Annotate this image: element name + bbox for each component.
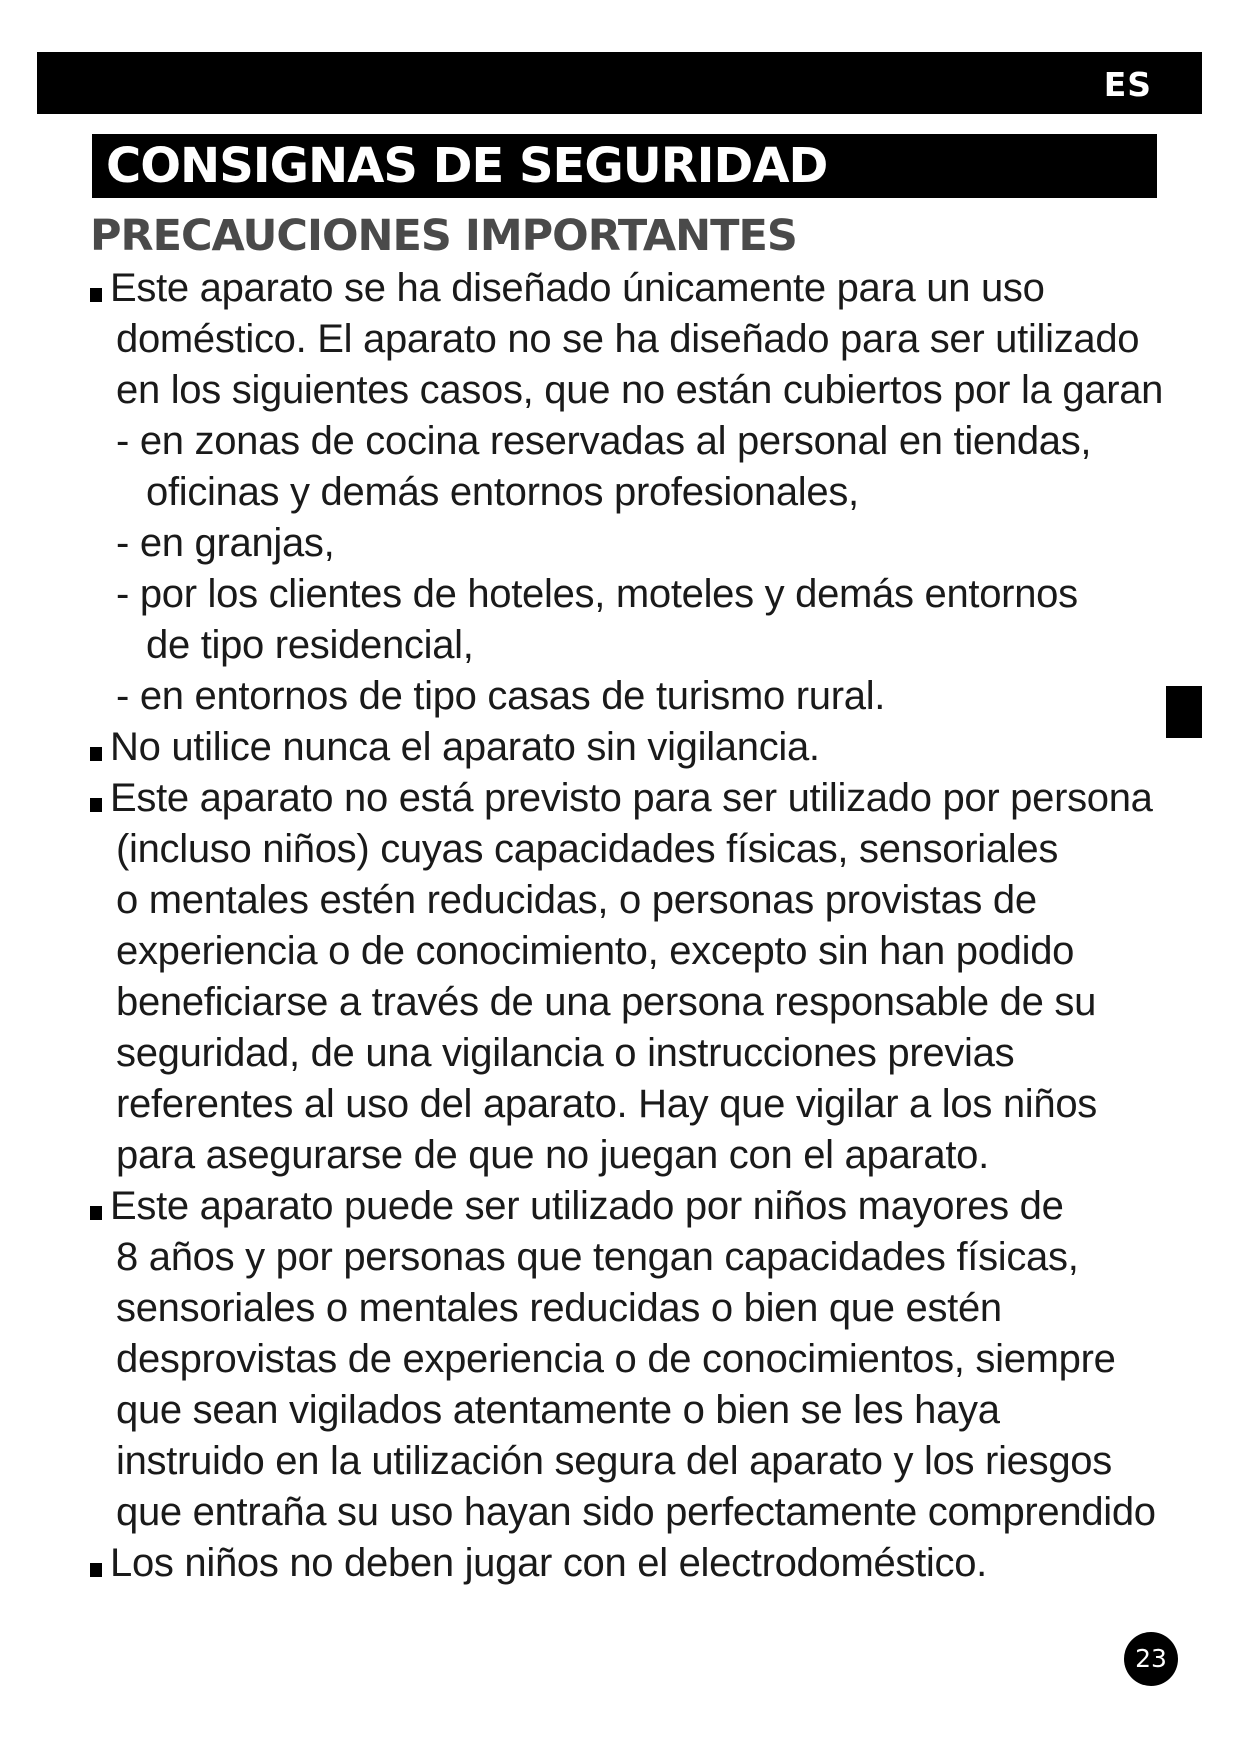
text-line: que entraña su uso hayan sido perfectamente comprendido	[116, 1490, 1156, 1534]
safety-instructions	[90, 263, 1202, 1589]
bullet-square-icon	[90, 288, 102, 302]
text-line: en los siguientes casos, que no están cubiertos por la garan	[116, 368, 1164, 412]
section-edge-tab	[1166, 686, 1202, 738]
bullet-line: No utilice nunca el aparato sin vigilancia.	[90, 722, 1202, 773]
text-line: o mentales estén reducidas, o personas provistas de	[116, 878, 1037, 922]
text-line: instruido en la utilización segura del aparato y los riesgos	[116, 1439, 1112, 1483]
bullet-square-icon	[90, 798, 102, 812]
bullet-line: Este aparato se ha diseñado únicamente para un uso	[90, 263, 1202, 314]
text-line: experiencia o de conocimiento, excepto sin han podido	[116, 929, 1075, 973]
text-line: referentes al uso del aparato. Hay que vigilar a los niños	[116, 1082, 1097, 1126]
text-line: seguridad, de una vigilancia o instrucciones previas	[116, 1031, 1015, 1075]
text-line: que sean vigilados atentamente o bien se les haya	[116, 1388, 1000, 1432]
top-banner	[37, 52, 1202, 114]
section-title-bar	[92, 134, 1157, 198]
dash-line: - en entornos de tipo casas de turismo rural.	[116, 674, 886, 718]
text-line: para asegurarse de que no juegan con el aparato.	[116, 1133, 989, 1177]
bullet-line: Los niños no deben jugar con el electrodoméstico.	[90, 1538, 1202, 1589]
text-line: (incluso niños) cuyas capacidades físicas, sensoriales	[116, 827, 1059, 871]
dash-line: - por los clientes de hoteles, moteles y demás entornos	[116, 572, 1078, 616]
text-line: de tipo residencial,	[146, 623, 474, 667]
dash-line: - en granjas,	[116, 521, 335, 565]
bullet-line: Este aparato puede ser utilizado por niños mayores de	[90, 1181, 1202, 1232]
text-line: beneficiarse a través de una persona responsable de su	[116, 980, 1097, 1024]
dash-line: - en zonas de cocina reservadas al personal en tiendas,	[116, 419, 1092, 463]
section-title: CONSIGNAS DE SEGURIDAD	[106, 138, 828, 194]
text-line: 8 años y por personas que tengan capacidades físicas,	[116, 1235, 1079, 1279]
page-number-badge: 23	[1124, 1632, 1178, 1686]
text-line: sensoriales o mentales reducidas o bien que estén	[116, 1286, 1002, 1330]
language-code: ES	[1103, 65, 1152, 104]
bullet-square-icon	[90, 1206, 102, 1220]
text-line: doméstico. El aparato no se ha diseñado para ser utilizado	[116, 317, 1140, 361]
text-line: oficinas y demás entornos profesionales,	[146, 470, 859, 514]
subtitle: PRECAUCIONES IMPORTANTES	[90, 211, 797, 261]
bullet-square-icon	[90, 747, 102, 761]
bullet-square-icon	[90, 1563, 102, 1577]
bullet-line: Este aparato no está previsto para ser utilizado por persona	[90, 773, 1202, 824]
text-line: desprovistas de experiencia o de conocimientos, siempre	[116, 1337, 1116, 1381]
